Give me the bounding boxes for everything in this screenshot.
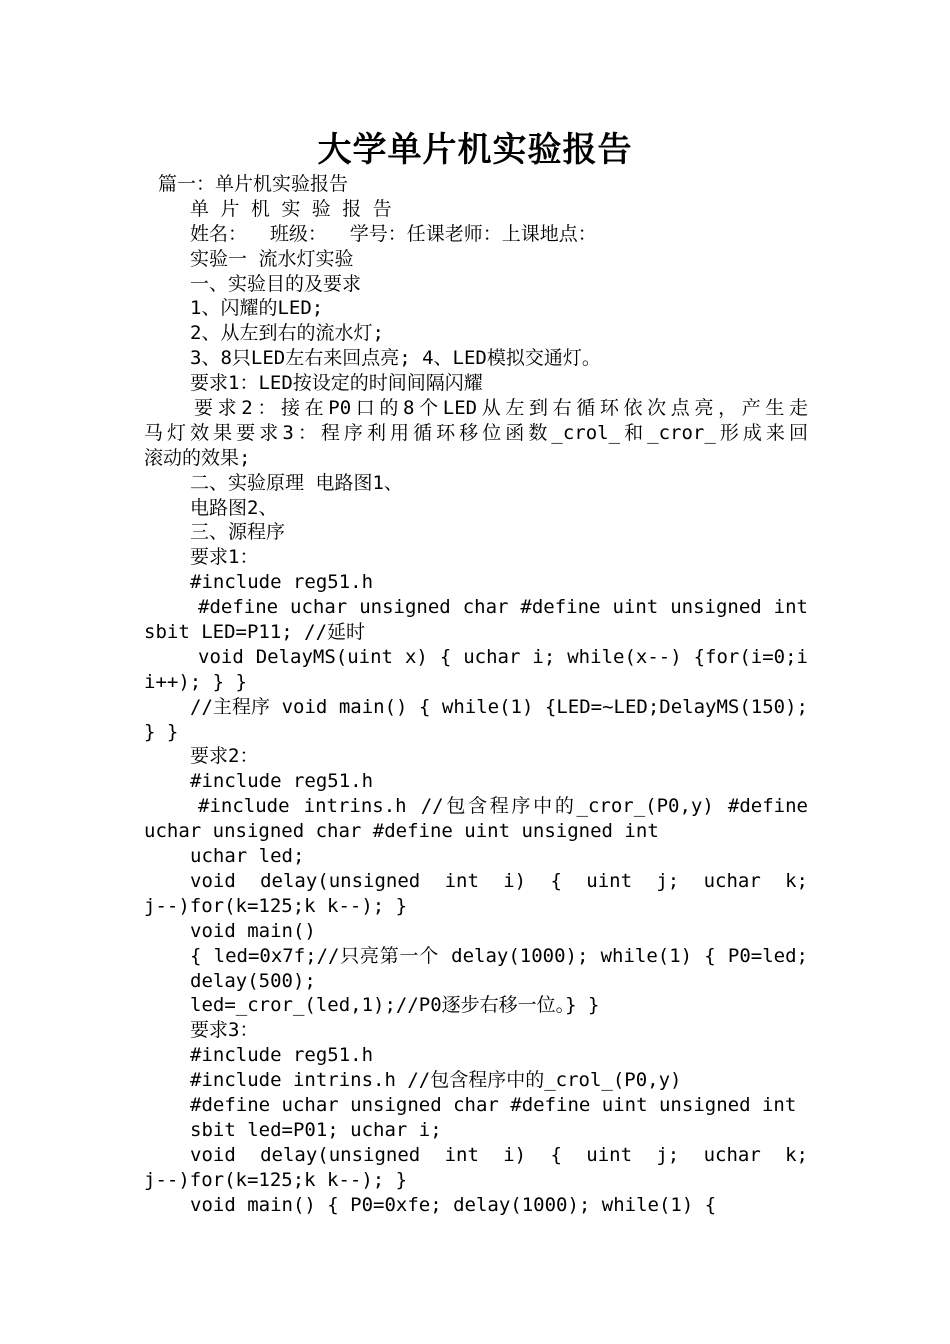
text-line: 姓名： 班级： 学号：任课老师：上课地点：	[190, 222, 597, 245]
text-line: 2、从左到右的流水灯;	[190, 322, 384, 345]
text-line: 要求2：接在P0口的8个LED从左到右循环依次点亮，产生走	[194, 397, 808, 420]
text-line: sbit led=P01; uchar i;	[190, 1118, 442, 1141]
text-line: 3、8只LED左右来回点亮; 4、LED模拟交通灯。	[190, 347, 601, 370]
text-line: void delay(unsigned int i) { uint j; uchar k;	[190, 869, 808, 892]
text-line: { led=0x7f;//只亮第一个 delay(1000); while(1) { P0=led;	[190, 944, 808, 967]
text-line: 三、源程序	[190, 521, 286, 544]
document-title: 大学单片机实验报告	[317, 130, 633, 170]
text-line: 实验一 流水灯实验	[190, 247, 354, 270]
document-body	[144, 172, 808, 1217]
text-line: #include reg51.h	[190, 571, 374, 594]
text-line: 单 片 机 实 验 报 告	[190, 197, 392, 220]
text-line: #include reg51.h	[190, 770, 374, 793]
text-line: void main() { P0=0xfe; delay(1000); while(1) {	[190, 1193, 717, 1216]
text-line: 电路图2、	[190, 496, 278, 519]
text-line: 1、闪耀的LED;	[190, 297, 324, 320]
text-line: uchar led;	[190, 845, 305, 868]
text-line: 马灯效果要求3：程序利用循环移位函数_crol_和_cror_形成来回	[144, 421, 808, 444]
text-line: void delay(unsigned int i) { uint j; uchar k;	[190, 1143, 808, 1166]
text-line: void DelayMS(uint x) { uchar i; while(x--) {for(i=0;i	[198, 645, 808, 668]
text-line: j--)for(k=125;k k--); }	[144, 894, 408, 917]
text-line: 要求1：LED按设定的时间间隔闪耀	[190, 372, 483, 395]
text-line: 一、实验目的及要求	[190, 272, 362, 295]
text-line: #define uchar unsigned char #define uint unsigned int	[198, 596, 808, 619]
text-line: #include intrins.h //包含程序中的_crol_(P0,y)	[190, 1069, 682, 1092]
text-line: 篇一：单片机实验报告	[158, 173, 349, 195]
text-line: void main()	[190, 919, 316, 942]
text-line: i++); } }	[144, 670, 247, 693]
text-line: 滚动的效果;	[144, 446, 251, 469]
text-line: uchar unsigned char #define uint unsigned int	[144, 820, 659, 843]
text-line: sbit LED=P11; //延时	[144, 621, 366, 644]
text-line: #define uchar unsigned char #define uint unsigned int	[190, 1093, 797, 1116]
text-line: delay(500);	[190, 969, 316, 992]
text-line: //主程序 void main() { while(1) {LED=~LED;DelayMS(150);	[190, 695, 808, 718]
text-line: 要求1：	[190, 546, 259, 569]
text-line: j--)for(k=125;k k--); }	[144, 1168, 408, 1191]
text-line: #include reg51.h	[190, 1044, 374, 1067]
text-line: 要求3：	[190, 1019, 259, 1042]
text-line: 要求2：	[190, 745, 259, 768]
text-line: #include intrins.h //包含程序中的_cror_(P0,y) #define	[198, 795, 808, 818]
text-line: 二、实验原理 电路图1、	[190, 471, 403, 494]
text-line: } }	[144, 720, 179, 743]
text-line: led=_cror_(led,1);//P0逐步右移一位。} }	[190, 994, 600, 1017]
